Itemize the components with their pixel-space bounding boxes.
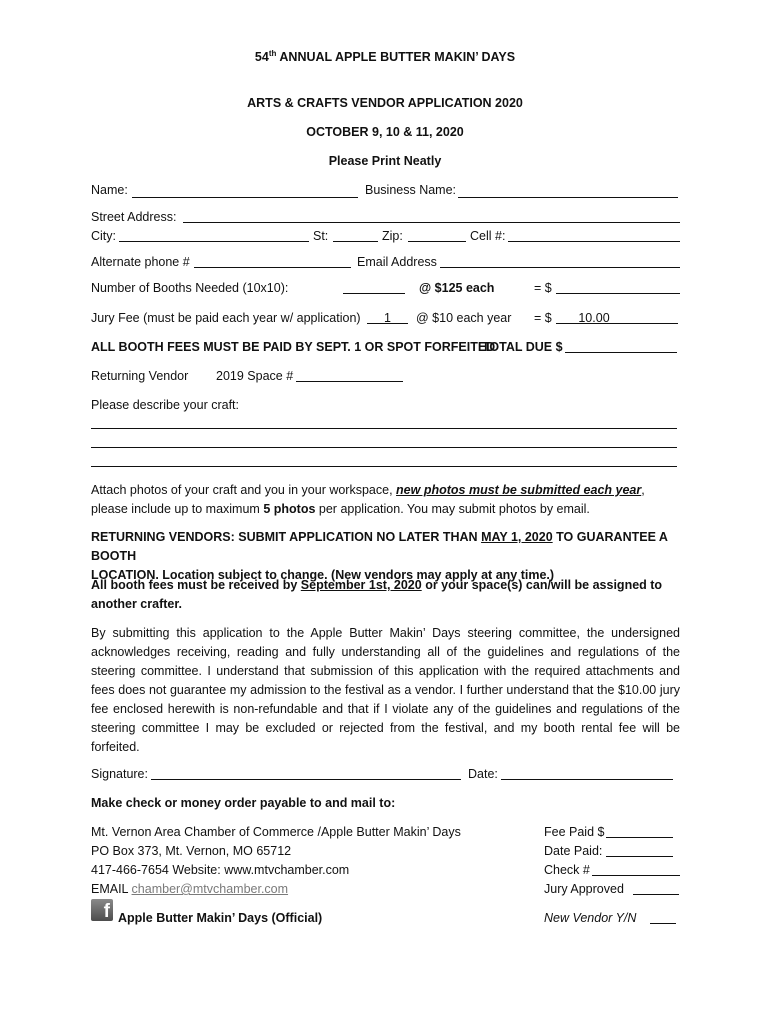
title-suffix: th bbox=[268, 49, 277, 58]
alt-phone-label: Alternate phone # bbox=[91, 255, 190, 269]
business-name-field[interactable] bbox=[458, 197, 678, 198]
jury-approved-field[interactable] bbox=[633, 894, 679, 895]
space-2019-field[interactable] bbox=[296, 381, 403, 382]
zip-field[interactable] bbox=[408, 241, 466, 242]
mail-phone-website: 417-466-7654 Website: www.mtvchamber.com bbox=[91, 863, 350, 877]
new-vendor-field[interactable] bbox=[650, 923, 676, 924]
city-label: City: bbox=[91, 229, 116, 243]
jury-equals: = $ bbox=[534, 311, 552, 325]
jury-price: @ $10 each year bbox=[416, 311, 512, 325]
email-label: Email Address bbox=[357, 255, 437, 269]
date-field[interactable] bbox=[501, 779, 673, 780]
name-label: Name: bbox=[91, 183, 128, 197]
date-paid-label: Date Paid: bbox=[544, 844, 603, 858]
mail-org: Mt. Vernon Area Chamber of Commerce /Apple Butter Makin’ Days bbox=[91, 825, 461, 839]
state-field[interactable] bbox=[333, 241, 378, 242]
new-vendor-label: New Vendor Y/N bbox=[544, 911, 637, 925]
print-instruction: Please Print Neatly bbox=[328, 154, 442, 168]
signature-label: Signature: bbox=[91, 767, 148, 781]
booth-equals: = $ bbox=[534, 281, 552, 295]
booths-label: Number of Booths Needed (10x10): bbox=[91, 281, 289, 295]
title-text: ANNUAL APPLE BUTTER MAKIN’ DAYS bbox=[279, 50, 516, 65]
describe-line-1[interactable] bbox=[91, 428, 677, 429]
photos-emphasis: new photos must be submitted each year bbox=[396, 483, 642, 497]
jury-qty-value: 1 bbox=[384, 311, 391, 325]
cell-field[interactable] bbox=[508, 241, 680, 242]
mail-email-row: EMAIL chamber@mtvchamber.com bbox=[91, 882, 289, 896]
returning-vendor-label: Returning Vendor bbox=[91, 369, 189, 383]
alt-phone-field[interactable] bbox=[194, 267, 351, 268]
jury-total-value: 10.00 bbox=[578, 311, 610, 325]
street-field[interactable] bbox=[183, 222, 680, 223]
fee-paid-label: Fee Paid $ bbox=[544, 825, 605, 839]
fees-notice: All booth fees must be received by September 1st, 2020 or your space(s) can/will be assigned to another crafter. bbox=[91, 578, 663, 611]
street-label: Street Address: bbox=[91, 210, 177, 224]
booths-qty-field[interactable] bbox=[343, 293, 405, 294]
subtitle: ARTS & CRAFTS VENDOR APPLICATION 2020 bbox=[247, 96, 523, 110]
total-due-field[interactable] bbox=[565, 352, 677, 353]
date-paid-field[interactable] bbox=[606, 856, 673, 857]
space-2019-label: 2019 Space # bbox=[216, 369, 294, 383]
cell-label: Cell #: bbox=[470, 229, 506, 243]
mail-address: PO Box 373, Mt. Vernon, MO 65712 bbox=[91, 844, 292, 858]
email-link[interactable]: chamber@mtvchamber.com bbox=[131, 882, 289, 896]
title-number: 54 bbox=[254, 50, 269, 65]
total-due-label: TOTAL DUE $ bbox=[482, 340, 563, 354]
describe-label: Please describe your craft: bbox=[91, 398, 239, 412]
fee-paid-field[interactable] bbox=[606, 837, 673, 838]
city-field[interactable] bbox=[119, 241, 309, 242]
mail-heading: Make check or money order payable to and mail to: bbox=[91, 796, 396, 810]
photos-instructions: Attach photos of your craft and you in your workspace, new photos must be submitted each year, please include up to maximum 5 photos per application. You may submit photos by email. bbox=[91, 483, 645, 516]
describe-line-2[interactable] bbox=[91, 447, 677, 448]
returning-vendors-notice: RETURNING VENDORS: SUBMIT APPLICATION NO LATER THAN MAY 1, 2020 TO GUARANTEE A BOOTH LOCATION. Location subject to change. (New vendors may apply at any time.) bbox=[91, 530, 668, 582]
email-field[interactable] bbox=[440, 267, 680, 268]
facebook-page-name[interactable]: Apple Butter Makin’ Days (Official) bbox=[118, 911, 323, 925]
facebook-icon[interactable]: f bbox=[91, 899, 113, 921]
date-label: Date: bbox=[468, 767, 498, 781]
agreement-text: By submitting this application to the Apple Butter Makin’ Days steering committee, the undersigned acknowledges receiving, reading and fully understanding all of the guidelines and regulations of the steering committee. I understand that submission of this application with the required attachments and fees does not guarantee my admission to the festival as a vendor. I further understand that the $10.00 jury fee enclosed herewith is non-refundable and that if I violate any of the guidelines and regulations of the steering committee I may be excluded or rejected from the festival, and my booth rental fee will be forfeited. bbox=[91, 626, 680, 754]
event-dates: OCTOBER 9, 10 & 11, 2020 bbox=[306, 125, 464, 139]
zip-label: Zip: bbox=[382, 229, 403, 243]
describe-line-3[interactable] bbox=[91, 466, 677, 467]
booth-price: @ $125 each bbox=[419, 281, 495, 295]
check-label: Check # bbox=[544, 863, 590, 877]
page-title bbox=[0, 49, 770, 64]
name-field[interactable] bbox=[132, 197, 358, 198]
booth-fee-notice: ALL BOOTH FEES MUST BE PAID BY SEPT. 1 OR SPOT FORFEITED bbox=[91, 340, 496, 354]
booth-total-field[interactable] bbox=[556, 293, 680, 294]
jury-approved-label: Jury Approved bbox=[544, 882, 624, 896]
check-field[interactable] bbox=[592, 875, 680, 876]
business-name-label: Business Name: bbox=[365, 183, 457, 197]
jury-label: Jury Fee (must be paid each year w/ application) bbox=[91, 311, 361, 325]
state-label: St: bbox=[313, 229, 329, 243]
signature-field[interactable] bbox=[151, 779, 461, 780]
